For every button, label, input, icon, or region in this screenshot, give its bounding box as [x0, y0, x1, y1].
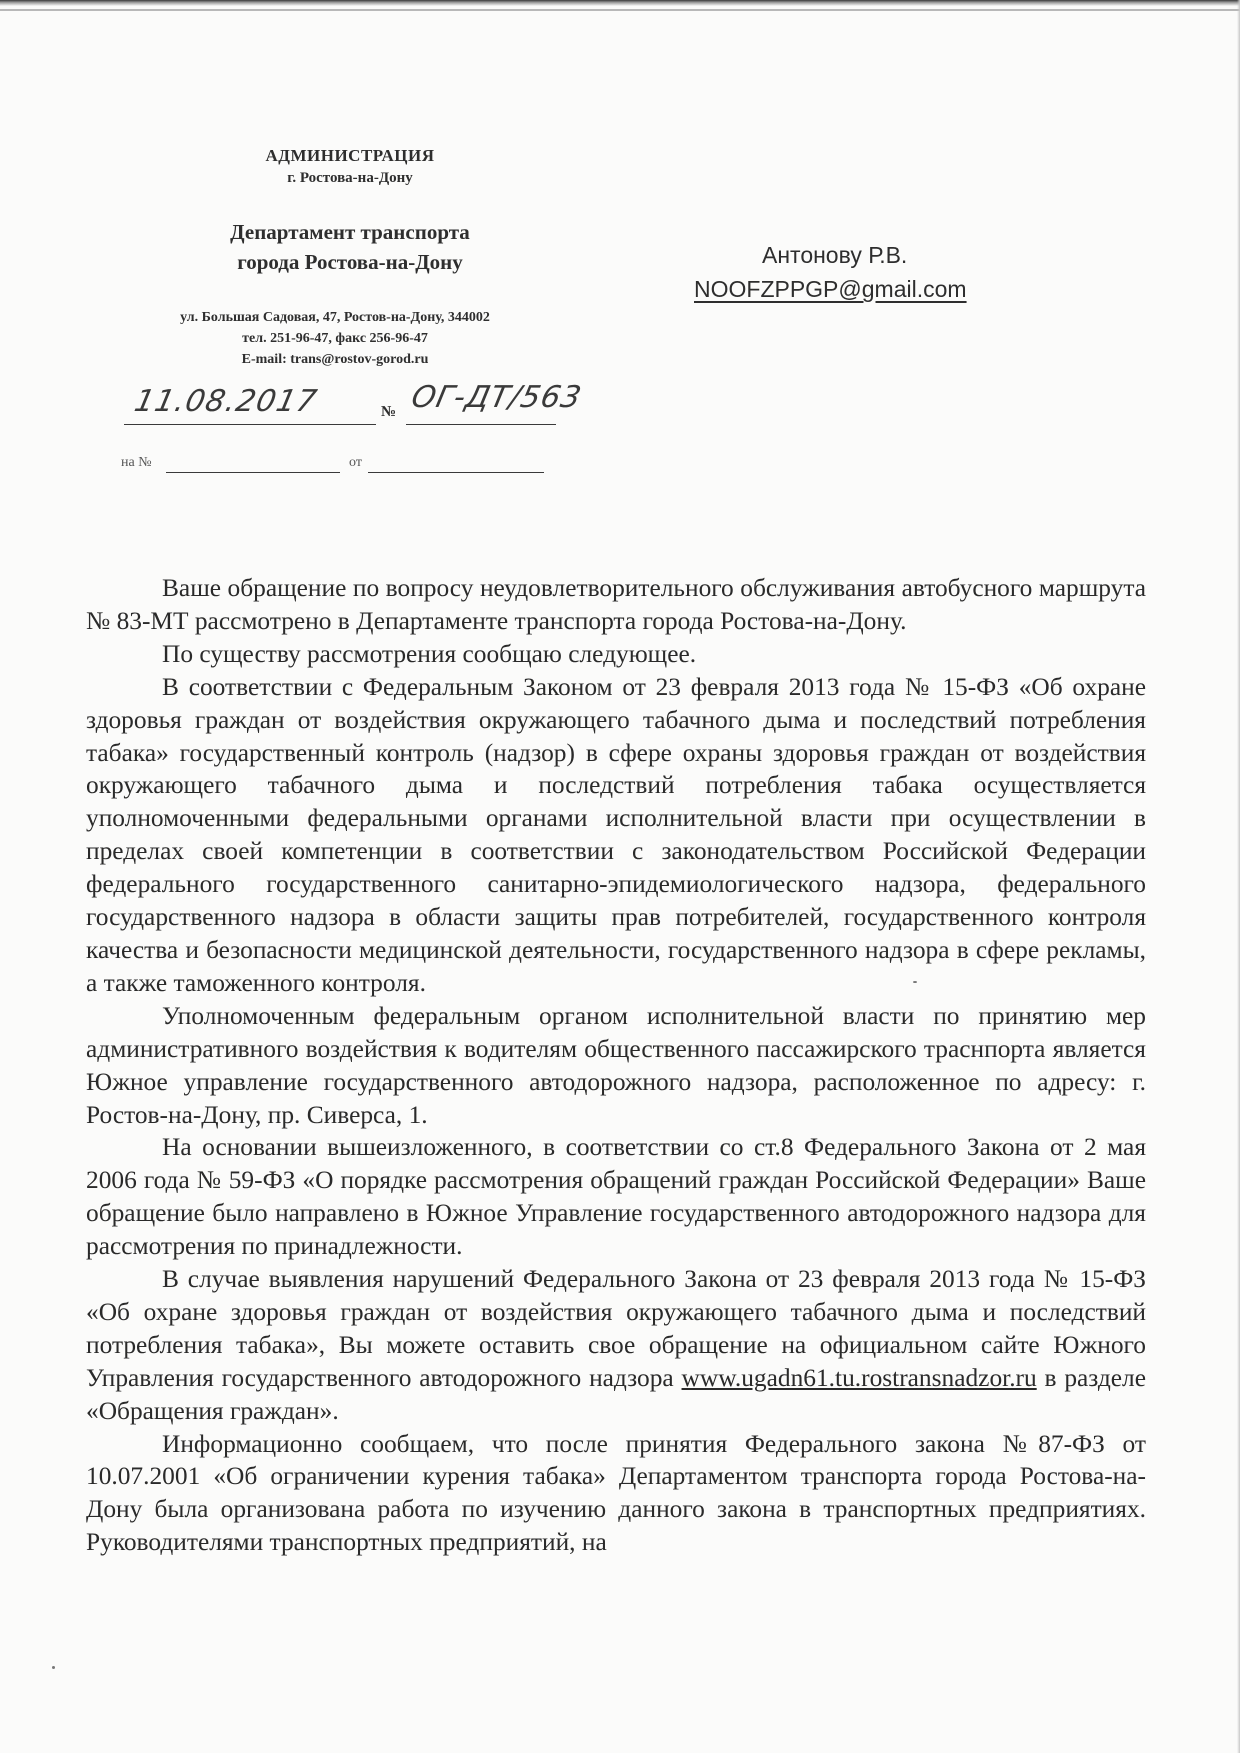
paragraph-violations-text: В случае выявления нарушений Федерального Закона от 23 февраля 2013 года № 15-ФЗ «Об охране здоровья граждан от воздействия окружающего табачного дыма и последствий потребления табака», Вы можете оставить свое обращение на официальном сайте Южного Управления государственного автодорожного надзора [86, 1265, 1146, 1392]
website-link[interactable]: www.ugadn61.tu.rostransnadzor.ru [681, 1363, 1037, 1392]
handwritten-outgoing-number: ОГ-ДТ/563 [408, 380, 586, 415]
paragraph-forwarded: На основании вышеизложенного, в соответствии со ст.8 Федерального Закона от 2 мая 2006 года № 59-ФЗ «О порядке рассмотрения обращений граждан Российской Федерации» Ваше обращение было направлено в Южное Управление государственного автодорожного надзора для рассмотрения по принадлежности. [86, 1133, 1146, 1261]
department-address: ул. Большая Садовая, 47, Ростов-на-Дону, 344002 [180, 310, 490, 325]
reference-date-blank [368, 472, 544, 473]
paragraph-law-87: Информационно сообщаем, что после принятия Федерального закона №87-ФЗ от 10.07.2001 «Об ограничении курения табака» Департаментом транспорта города Ростова-на-Дону была организована работа по изучению данного закона в транспортных предприятиях. Руководителями транспортных предприятий, на [86, 1429, 1146, 1557]
administration-title: АДМИНИСТРАЦИЯ [265, 146, 435, 165]
department-email: E-mail: trans@rostov-gorod.ru [241, 352, 429, 367]
department-name-line2: города Ростова-на-Дону [237, 250, 463, 274]
recipient-email: NOOFZPPGP@gmail.com [694, 276, 967, 302]
paragraph-intro: По существу рассмотрения сообщаю следующее. [162, 639, 697, 668]
reference-number-blank [166, 472, 340, 473]
department-name-line1: Департамент транспорта [230, 220, 470, 244]
scan-speck [52, 1666, 55, 1669]
paragraph-federal-law-15: В соответствии с Федеральным Законом от 23 февраля 2013 года № 15-ФЗ «Об охране здоровья граждан от воздействия окружающего табачного дыма и последствий потребления табака» государственный контроль (надзор) в сфере охраны здоровья граждан от воздействия окружающего табачного дыма и последствий потребления табака осуществляется уполномоченными федеральными органами исполнительной власти при осуществлении в пределах своей компетенции в соответствии с законодательством Российской Федерации федерального государственного санитарно-эпидемиологического надзора, федерального государственного надзора в области защиты прав потребителей, государственного контроля качества и безопасности медицинской деятельности, государственного надзора в сфере рекламы, а также таможенного контроля. [86, 672, 1146, 997]
department-phone-fax: тел. 251-96-47, факс 256-96-47 [242, 331, 428, 346]
paragraph-authorized-body: Уполномоченным федеральным органом исполнительной власти по принятию мер административного воздействия к водителям общественного пассажирского траснпорта является Южное управление государственного автодорожного надзора, расположенное по адресу: г. Ростов-на-Дону, пр. Сиверса, 1. [86, 1001, 1146, 1129]
scan-edge-top [0, 0, 1240, 6]
scan-speck [913, 981, 917, 983]
handwritten-outgoing-date: 11.08.2017 [131, 384, 321, 419]
letter-body [86, 572, 1146, 1559]
recipient-name: Антонову Р.В. [762, 242, 908, 268]
number-underline [406, 424, 556, 425]
date-underline [124, 424, 376, 425]
paragraph-violations-tail: в разделе «Обращения граждан». [86, 1363, 1146, 1425]
reference-date-label: от [349, 455, 362, 470]
reference-number-label: на № [121, 455, 152, 470]
paragraph-appeal-reviewed: Ваше обращение по вопросу неудовлетворительного обслуживания автобусного маршрута № 83-МТ рассмотрено в Департаменте транспорта города Ростова-на-Дону. [86, 574, 1146, 635]
administration-city: г. Ростова-на-Дону [287, 170, 413, 186]
paragraph-violations [86, 1263, 1146, 1428]
scan-edge-line [0, 9, 1240, 11]
number-sign: № [381, 404, 397, 420]
